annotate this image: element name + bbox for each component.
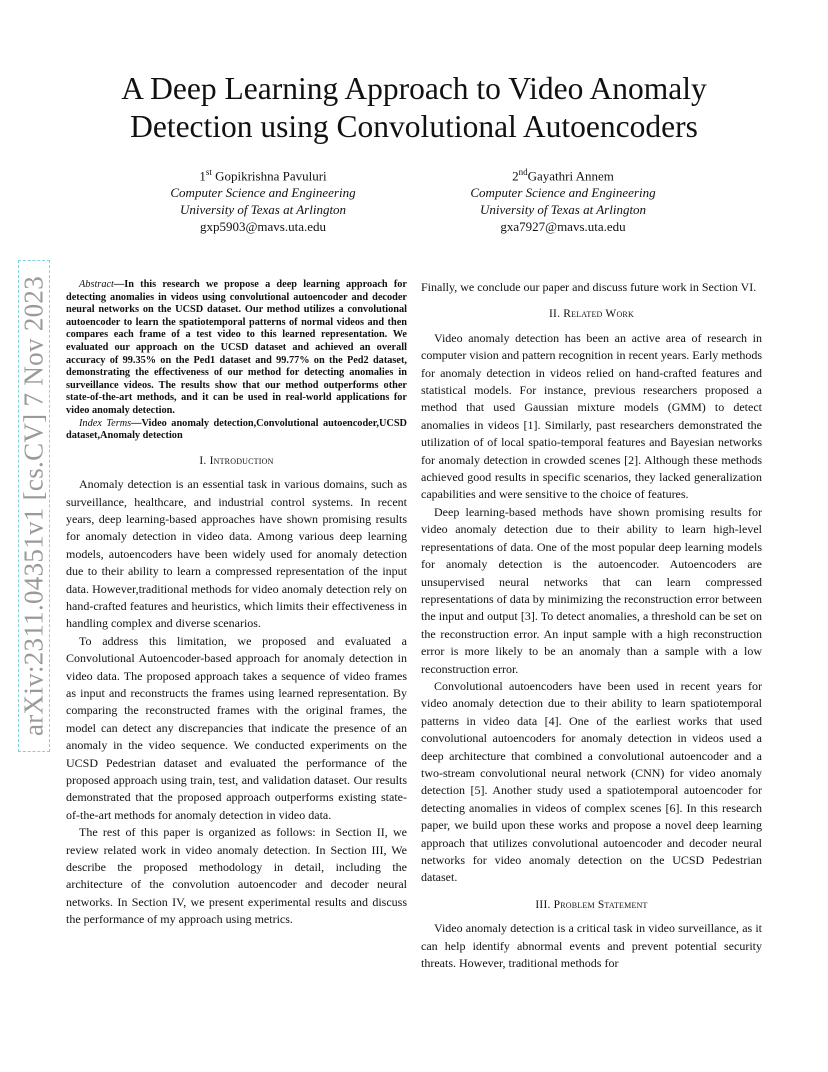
- paragraph: To address this limitation, we proposed and evaluated a Convolutional Autoencoder-based approach for anomaly detection in video data. The proposed approach takes a sequence of video frames as input and reconstructs the frames using learned representation. By comparing the reconstructed frames with the original frames, the model can detect any discrepancies that indicate the presence of an anomaly in the video sequence. We conducted experiments on the UCSD Pedestrian dataset and evaluated the performance of the proposed approach using train, test, and validation dataset. Our results demonstrated that the proposed approach outperforms existing state-of-the-art methods for anomaly detection in video data.: [66, 633, 407, 822]
- author-university: University of Texas at Arlington: [179, 202, 347, 218]
- author-email[interactable]: gxp5903@mavs.uta.edu: [199, 219, 327, 235]
- arxiv-side-stamp[interactable]: [18, 260, 50, 752]
- index-terms-label: Index Terms: [79, 417, 132, 429]
- paragraph: Video anomaly detection has been an active area of research in computer vision and pattern recognition in recent years. Early methods for anomaly detection in videos relied on hand-crafted features and statistical models. For instance, previous researchers proposed a method that used Gaussian mixture models (GMM) to detect anomalies in videos [1]. Similarly, past researchers demonstrated the utilization of of local spatio-temporal features and Bayesian networks for anomaly detection in crowded scenes [2]. Although these methods achieved good results in specific scenarios, they lacked generalization capabilities and were sensitive to the choice of features.: [421, 330, 762, 502]
- section-heading-introduction: I. Introduction: [199, 454, 274, 467]
- author-name: 2ndGayathri Annem: [512, 167, 614, 184]
- author-university: University of Texas at Arlington: [479, 202, 647, 218]
- paper-title: A Deep Learning Approach to Video Anomaly Detection using Convolutional Autoencoders: [121, 71, 707, 144]
- section-heading-related-work: II. Related Work: [549, 308, 634, 321]
- arxiv-stamp-text: arXiv:2311.04351v1 [cs.CV] 7 Nov 2023: [18, 275, 49, 737]
- left-column: [66, 279, 407, 929]
- paragraph: Anomaly detection is an essential task in various domains, such as surveillance, healthcare, and industrial control systems. In recent years, deep learning-based approaches have shown promising results for anomaly detection in video data. Among various deep learning models, autoencoders have been widely used for anomaly detection due to their ability to learn a compressed representation of the input data. However,traditional methods for video anomaly detection rely on hand-crafted features and heuristics, which limits their effectiveness in handling complex and diverse scenarios.: [66, 477, 407, 631]
- abstract-label: Abstract: [79, 279, 114, 290]
- author-department: Computer Science and Engineering: [470, 185, 656, 201]
- paragraph: Finally, we conclude our paper and discuss future work in Section VI.: [421, 280, 757, 294]
- index-terms-text: —Video anomaly detection,Convolutional autoencoder,UCSD dataset,Anomaly detection: [66, 417, 407, 442]
- author-block-1: [113, 164, 413, 235]
- author-block-2: [413, 164, 713, 235]
- author-email[interactable]: gxa7927@mavs.uta.edu: [500, 219, 626, 235]
- abstract: [66, 279, 407, 443]
- author-name: 1st Gopikrishna Pavuluri: [199, 167, 327, 184]
- section-heading-problem-statement: III. Problem Statement: [535, 898, 648, 911]
- paragraph: Deep learning-based methods have shown promising results for video anomaly detection due to their ability to learn high-level representations of data. One of the most popular deep learning models for anomaly detection is the autoencoder. Autoencoders are unsupervised neural networks that can learn compressed representations of data by minimizing the reconstruction error between the input and output [3]. To detect anomalies, a threshold can be set on the reconstruction error. An input sample with a high reconstruction error is more likely to be an anomaly than a sample with a low reconstruction error.: [421, 504, 762, 676]
- author-department: Computer Science and Engineering: [170, 185, 356, 201]
- paragraph: Convolutional autoencoders have been used in recent years for video anomaly detection due to their ability to learn spatiotemporal patterns in video data [4]. One of the earliest works that used convolutional autoencoders for anomaly detection in videos used a deep architecture that combined a convolutional autoencoder and a two-stream convolutional neural network (CNN) for video anomaly detection [5]. Another study used a spatiotemporal autoencoder for detecting anomalies in videos of complex scenes [6]. In this research paper, we build upon these works and propose a novel deep learning approach that utilizes convolutional autoencoder and decoder neural networks for video anomaly detection on the UCSD Pedestrian dataset.: [421, 678, 762, 885]
- paragraph: Video anomaly detection is a critical task in video surveillance, as it can help identify abnormal events and prevent potential security threats. However, traditional methods for: [421, 921, 762, 971]
- right-column: [421, 279, 762, 972]
- abstract-text: —In this research we propose a deep learning approach for detecting anomalies in videos using convolutional autoencoder and decoder neural networks on the UCSD dataset. Our method utilizes a convolutional autoencoder to learn the spatiotemporal patterns of normal videos and then compares each frame of a test video to this learned representation. We evaluated our approach on the UCSD dataset and achieved an overall accuracy of 99.35% on the Ped1 dataset and 99.77% on the Ped2 dataset, demonstrating the effectiveness of our method for detecting anomalies in surveillance videos. The results show that our method outperforms other state-of-the-art methods, and it can be used in real-world applications for video anomaly detection.: [66, 279, 407, 416]
- paragraph: The rest of this paper is organized as follows: in Section II, we review related work in video anomaly detection. In Section III, We describe the proposed methodology in detail, including the architecture of the convolution autoencoder and decoder neural networks. In Section IV, we present experimental results and discuss the performance of my approach using metrics.: [66, 825, 407, 927]
